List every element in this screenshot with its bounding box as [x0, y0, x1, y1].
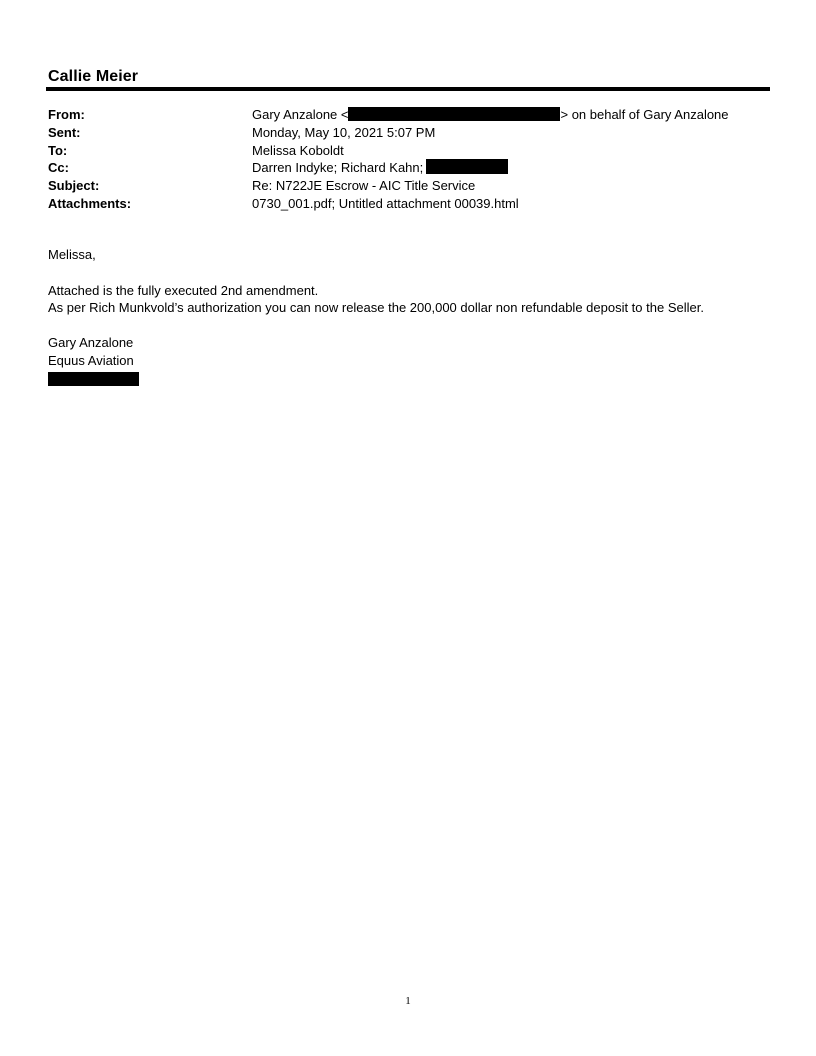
- redacted-signature-block: [48, 372, 139, 386]
- email-body-line-2: As per Rich Munkvold’s authorization you can now release the 200,000 dollar non refundable deposit to the Seller.: [48, 300, 704, 315]
- attachments-value: 0730_001.pdf; Untitled attachment 00039.html: [252, 195, 519, 211]
- sent-label: Sent:: [48, 124, 81, 140]
- redacted-cc-block: [426, 159, 508, 174]
- subject-label: Subject:: [48, 178, 100, 194]
- sent-row: [48, 124, 772, 142]
- signature-company: Equus Aviation: [48, 353, 134, 368]
- cc-value: [252, 159, 508, 177]
- from-sender-name: Gary Anzalone <: [252, 107, 349, 122]
- subject-row: [48, 177, 772, 195]
- email-body-line-1: Attached is the fully executed 2nd amendment.: [48, 283, 319, 298]
- attachments-label: Attachments:: [48, 195, 132, 211]
- mailbox-owner-name: Callie Meier: [48, 68, 139, 85]
- attachments-row: [48, 195, 772, 213]
- to-label: To:: [48, 142, 68, 158]
- email-header-block: [48, 106, 772, 213]
- page-number: 1: [405, 995, 411, 1007]
- from-label: From:: [48, 107, 85, 122]
- redacted-email-block: [348, 107, 560, 121]
- from-row: [48, 106, 772, 124]
- sent-value: Monday, May 10, 2021 5:07 PM: [252, 124, 436, 140]
- from-behalf-text: > on behalf of Gary Anzalone: [560, 107, 729, 122]
- to-row: [48, 142, 772, 160]
- title-divider: [46, 87, 770, 91]
- email-greeting: Melissa,: [48, 247, 96, 262]
- cc-recipients: Darren Indyke; Richard Kahn;: [252, 160, 424, 176]
- cc-label: Cc:: [48, 160, 69, 176]
- to-value: Melissa Koboldt: [252, 142, 344, 158]
- signature-name: Gary Anzalone: [48, 335, 134, 350]
- cc-row: [48, 159, 772, 177]
- subject-value: Re: N722JE Escrow - AIC Title Service: [252, 178, 476, 194]
- from-value: [252, 106, 729, 124]
